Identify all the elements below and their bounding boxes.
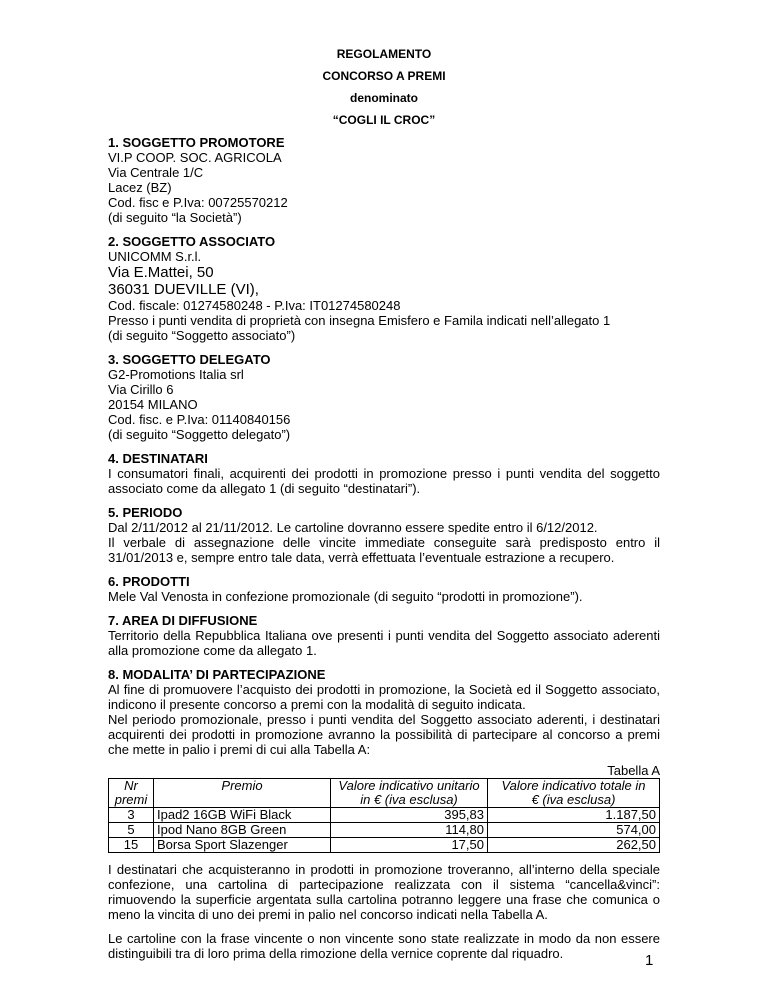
section-associato xyxy=(108,234,660,343)
cell-nr: 5 xyxy=(109,823,154,838)
text-line: rimuovendo la superficie argentata sulla cartolina potranno leggere una frase che comunica o xyxy=(108,892,660,907)
text-line: associato come da allegato 1 (di seguito “destinatari”). xyxy=(108,481,421,496)
header-nr-line1: Nr xyxy=(124,778,138,793)
text-line: Mele Val Venosta in confezione promozionale (di seguito “prodotti in promozione”). xyxy=(108,589,583,604)
text-line: Cod. fisc e P.Iva: 00725570212 xyxy=(108,195,288,210)
cell-unit: 395,83 xyxy=(331,808,488,823)
cell-total: 574,00 xyxy=(488,823,660,838)
text-line: meno la vincita di uno dei premi in palio nel concorso indicati nella Tabella A. xyxy=(108,907,548,922)
text-line: Cod. fisc. e P.Iva: 01140840156 xyxy=(108,412,291,427)
text-line: 36031 DUEVILLE (VI), xyxy=(108,281,259,298)
text-line: (di seguito “Soggetto delegato”) xyxy=(108,427,291,442)
text-line: acquirenti dei prodotti in promozione avranno la possibilità di partecipare al concorso a premi xyxy=(108,727,660,742)
document-title xyxy=(108,43,660,131)
text-line: G2-Promotions Italia srl xyxy=(108,367,244,382)
cell-total: 262,50 xyxy=(488,838,660,853)
page-number: 1 xyxy=(645,952,654,969)
title-regolamento: REGOLAMENTO xyxy=(336,47,432,61)
text-line: Via Centrale 1/C xyxy=(108,165,204,180)
table-label: Tabella A xyxy=(607,763,660,778)
title-concorso: CONCORSO A PREMI xyxy=(322,69,446,83)
text-line: Nel periodo promozionale, presso i punti vendita del Soggetto associato aderenti, i destinatari xyxy=(108,712,660,727)
section-promotore xyxy=(108,135,660,225)
text-line: che mette in palio i premi di cui alla Tabella A: xyxy=(108,742,371,757)
text-line: (di seguito “Soggetto associato”) xyxy=(108,328,296,343)
text-line: Al fine di promuovere l’acquisto dei prodotti in promozione, la Società ed il Soggetto associato, xyxy=(108,682,660,697)
header-total-line2: € (iva esclusa) xyxy=(531,792,616,807)
header-total xyxy=(488,779,660,808)
text-line: Cod. fiscale: 01274580248 - P.Iva: IT01274580248 xyxy=(108,298,401,313)
text-line: Le cartoline con la frase vincente o non vincente sono state realizzate in modo da non essere xyxy=(108,931,660,946)
paragraph-frase xyxy=(108,931,660,961)
header-unit-line1: Valore indicativo unitario xyxy=(338,778,480,793)
text-line: UNICOMM S.r.l. xyxy=(108,249,202,264)
cell-nr: 3 xyxy=(109,808,154,823)
paragraph-cartolina xyxy=(108,862,660,922)
section-title: 7. AREA DI DIFFUSIONE xyxy=(108,613,258,628)
text-line: 31/01/2013 e, sempre entro tale data, verrà effettuata l’eventuale estrazione a recupero. xyxy=(108,550,615,565)
header-nr-line2: premi xyxy=(114,792,148,807)
text-line: I consumatori finali, acquirenti dei prodotti in promozione presso i punti vendita del soggetto xyxy=(108,466,660,481)
cell-unit: 114,80 xyxy=(331,823,488,838)
text-line: (di seguito “la Società”) xyxy=(108,210,242,225)
section-periodo xyxy=(108,505,660,565)
header-total-line1: Valore indicativo totale in xyxy=(501,778,646,793)
section-title: 2. SOGGETTO ASSOCIATO xyxy=(108,234,276,249)
table-row xyxy=(109,838,660,853)
section-destinatari xyxy=(108,451,660,496)
text-line: Territorio della Repubblica Italiana ove presenti i punti vendita del Soggetto associato aderenti xyxy=(108,628,660,643)
section-area xyxy=(108,613,660,658)
text-line: 20154 MILANO xyxy=(108,397,198,412)
section-title: 1. SOGGETTO PROMOTORE xyxy=(108,135,285,150)
section-modalita xyxy=(108,667,660,961)
section-title: 3. SOGGETTO DELEGATO xyxy=(108,352,271,367)
text-line: Presso i punti vendita di proprietà con insegna Emisfero e Famila indicati nell’allegato 1 xyxy=(108,313,611,328)
text-line: Via Cirillo 6 xyxy=(108,382,174,397)
cell-nr: 15 xyxy=(109,838,154,853)
text-line: Dal 2/11/2012 al 21/11/2012. Le cartoline dovranno essere spedite entro il 6/12/2012. xyxy=(108,520,598,535)
cell-unit: 17,50 xyxy=(331,838,488,853)
section-title: 4. DESTINATARI xyxy=(108,451,208,466)
header-unit-line2: in € (iva esclusa) xyxy=(360,792,458,807)
cell-total: 1.187,50 xyxy=(488,808,660,823)
text-line: Lacez (BZ) xyxy=(108,180,172,195)
cell-premio: Ipod Nano 8GB Green xyxy=(154,823,331,838)
document-page xyxy=(108,43,660,961)
text-line: VI.P COOP. SOC. AGRICOLA xyxy=(108,150,282,165)
text-line: distinguibili tra di loro prima della rimozione della vernice coprente dal riquadro. xyxy=(108,946,564,961)
text-line: alla promozione come da allegato 1. xyxy=(108,643,317,658)
text-line: Via E.Mattei, 50 xyxy=(108,264,214,281)
text-line: confezione, una cartolina di partecipazione realizzata con il sistema “cancella&vinci”: xyxy=(108,877,660,892)
text-line: I destinatari che acquisteranno in prodotti in promozione troveranno, all’interno della speciale xyxy=(108,862,660,877)
title-name: “COGLI IL CROC” xyxy=(332,113,436,127)
section-delegato xyxy=(108,352,660,442)
text-line: Il verbale di assegnazione delle vincite immediate conseguite sarà predisposto entro il xyxy=(108,535,660,550)
section-title: 6. PRODOTTI xyxy=(108,574,190,589)
cell-premio: Borsa Sport Slazenger xyxy=(154,838,331,853)
table-row xyxy=(109,823,660,838)
header-unit xyxy=(331,779,488,808)
table-row xyxy=(109,808,660,823)
section-title: 5. PERIODO xyxy=(108,505,183,520)
header-nr xyxy=(109,779,154,808)
prize-table xyxy=(108,778,660,853)
section-title: 8. MODALITA’ DI PARTECIPAZIONE xyxy=(108,667,326,682)
title-denominato: denominato xyxy=(350,91,418,105)
text-line: indicono il presente concorso a premi con la modalità di seguito indicata. xyxy=(108,697,526,712)
table-header-row xyxy=(109,779,660,808)
header-premio: Premio xyxy=(154,779,331,808)
cell-premio: Ipad2 16GB WiFi Black xyxy=(154,808,331,823)
section-prodotti xyxy=(108,574,660,604)
